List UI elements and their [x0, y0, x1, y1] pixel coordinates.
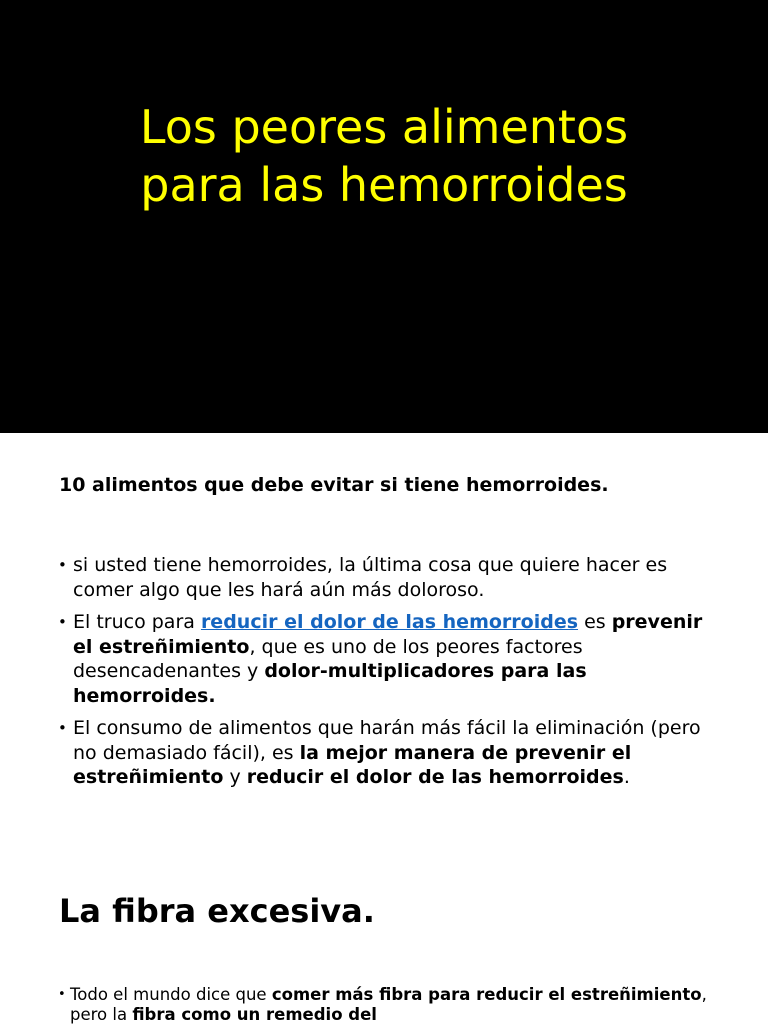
bullet-bold-text: dolor-multiplicadores para las hemorroides. — [73, 660, 587, 707]
bullet-list — [56, 553, 716, 798]
bullet-bold-text: reducir el dolor de las hemorroides — [246, 766, 624, 788]
bullet-text: si usted tiene hemorroides, la última cosa que quiere hacer es comer algo que les hará aún más doloroso. — [73, 554, 668, 601]
bullet-bold-text: prevenir el estreñimiento — [73, 611, 703, 658]
bullet-text: El consumo de alimentos que harán más fácil la eliminación (pero no demasiado fácil), es — [73, 717, 701, 764]
section-title: La fibra excesiva. — [59, 892, 375, 930]
bullet-icon: • — [58, 719, 67, 737]
content-slide — [0, 433, 768, 1024]
bullet-icon: • — [58, 987, 66, 1002]
bullet-icon: • — [58, 613, 67, 631]
title-line-1: Los peores alimentos — [139, 100, 629, 154]
bullet-bold-text: fibra como un remedio del — [132, 1005, 377, 1024]
bullet-bold-text: comer más fibra para reducir el estreñimiento — [271, 985, 702, 1004]
title-line-2: para las hemorroides — [140, 158, 628, 212]
bullet-item-2 — [56, 610, 716, 708]
bullet-icon: • — [58, 556, 67, 574]
slide-title — [0, 98, 768, 214]
bullet-text: , pero la — [70, 985, 707, 1024]
slide-subheading: 10 alimentos que debe evitar si tiene hemorroides. — [59, 474, 609, 496]
bullet-text: El truco para — [73, 611, 201, 633]
bullet-text: . — [623, 766, 630, 788]
bullet-item-fiber-1 — [56, 985, 716, 1025]
hemorrhoid-pain-link[interactable]: reducir el dolor de las hemorroides — [200, 611, 579, 633]
title-slide — [0, 0, 768, 433]
bullet-item-3 — [56, 716, 716, 790]
bullet-text: Todo el mundo dice que — [70, 985, 272, 1004]
bullet-text: , que es uno de los peores factores desencadenantes y — [73, 635, 583, 682]
bullet-list-fiber — [56, 985, 716, 1025]
bullet-text: y — [223, 766, 247, 788]
bullet-item-1 — [56, 553, 716, 602]
bullet-text: es — [578, 611, 612, 633]
bullet-bold-text: la mejor manera de prevenir el estreñimiento — [73, 741, 632, 788]
